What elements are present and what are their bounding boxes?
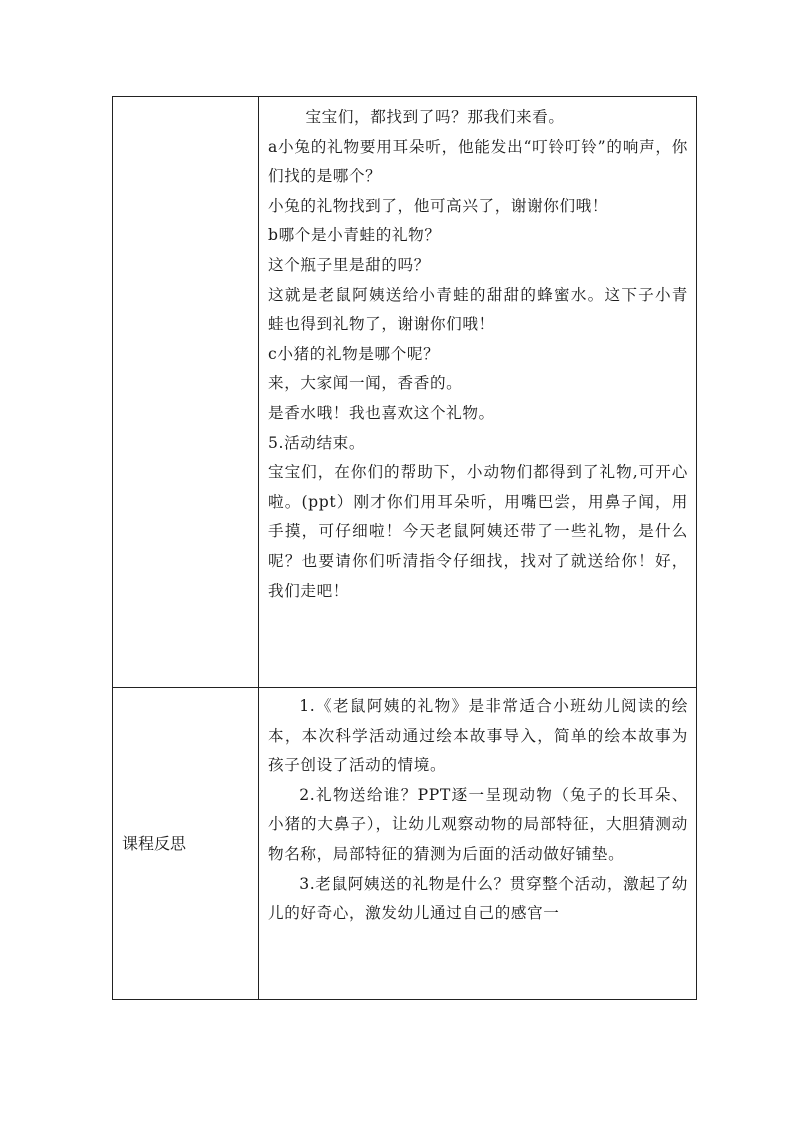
text-line: b哪个是小青蛙的礼物？: [268, 226, 441, 245]
text-line: 这就是老鼠阿姨送给小青蛙的甜甜的蜂蜜水。这下子小青蛙也得到礼物了，谢谢你们哦！: [268, 285, 688, 334]
reflection-paragraph: 3.老鼠阿姨送的礼物是什么？贯穿整个活动，激起了幼儿的好奇心，激发幼儿通过自己的感官一: [268, 874, 688, 923]
row-content-cell: [259, 97, 697, 688]
text-line: a小兔的礼物要用耳朵听，他能发出“叮铃叮铃”的响声，你们找的是哪个？: [268, 137, 688, 186]
text-line: 来，大家闻一闻，香香的。: [268, 374, 463, 393]
row-label-cell: [113, 688, 259, 1000]
row-label: 课程反思: [122, 834, 187, 853]
text-line: 这个瓶子里是甜的吗？: [268, 255, 430, 274]
text-line: 宝宝们，都找到了吗？那我们来看。: [305, 108, 565, 126]
reflection-paragraph: 2.礼物送给谁？PPT逐一呈现动物（兔子的长耳朵、小猪的大鼻子），让幼儿观察动物的局部特征，大胆猜测动物名称，局部特征的猜测为后面的活动做好铺垫。: [268, 785, 688, 863]
text-line: 小兔的礼物找到了，他可高兴了，谢谢你们哦！: [268, 196, 609, 215]
table-row: [113, 688, 697, 1000]
text-line: 是香水哦！我也喜欢这个礼物。: [268, 403, 495, 422]
text-line: c小猪的礼物是哪个呢？: [268, 344, 440, 363]
reflection-text: [259, 688, 696, 999]
activity-text: [259, 97, 696, 687]
lesson-plan-table: [112, 96, 697, 1000]
text-line: 5.活动结束。: [268, 433, 366, 452]
reflection-paragraph: 1.《老鼠阿姨的礼物》是非常适合小班幼儿阅读的绘本，本次科学活动通过绘本故事导入，简单的绘本故事为孩子创设了活动的情境。: [268, 697, 688, 775]
text-line: 宝宝们，在你们的帮助下，小动物们都得到了礼物,可开心啦。(ppt）刚才你们用耳朵听，用嘴巴尝，用鼻子闻，用手摸，可仔细啦！今天老鼠阿姨还带了一些礼物，是什么呢？也要请你们听清指令仔细找，找对了就送给你！好，我们走吧！: [268, 463, 688, 600]
row-content-cell: [259, 688, 697, 1000]
table-row: [113, 97, 697, 688]
row-label-cell: [113, 97, 259, 688]
